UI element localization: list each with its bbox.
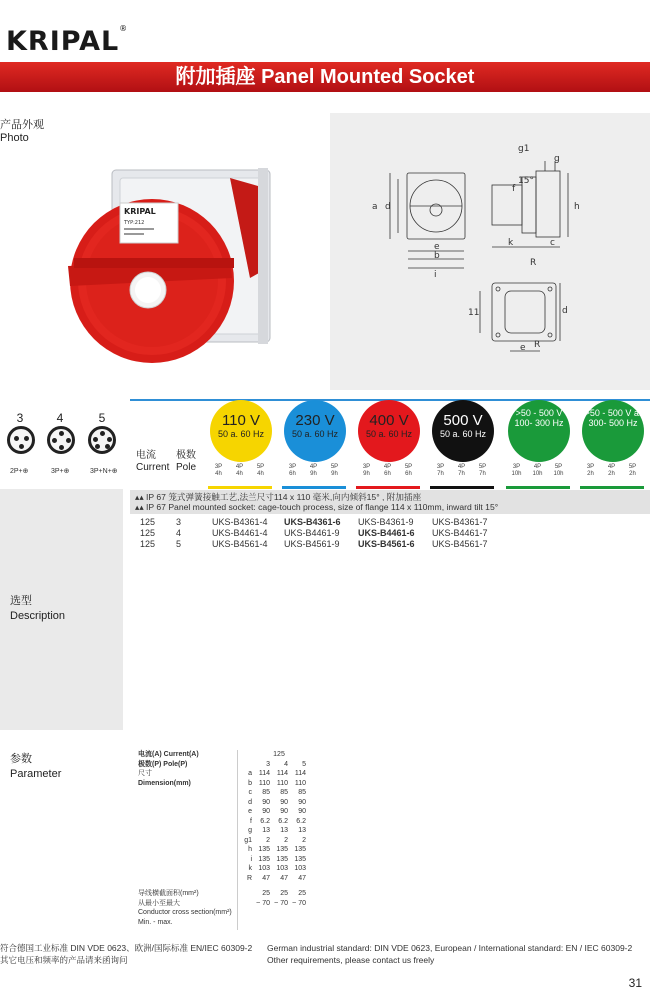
svg-text:a: a bbox=[372, 202, 378, 212]
svg-text:i: i bbox=[434, 270, 437, 280]
footer-en: German industrial standard: DIN VDE 0623, European / International standard: EN / IEC 60309-2 Other requirements, please contact us freely bbox=[267, 943, 633, 965]
footer-cn: 符合德国工业标准 DIN VDE 0623、欧洲/国际标准 EN/IEC 60309-2 其它电压和频率的产品请来函询问 bbox=[0, 943, 253, 965]
svg-text:b: b bbox=[434, 251, 440, 261]
svg-text:11: 11 bbox=[468, 308, 480, 318]
voltage-color-bar bbox=[580, 486, 644, 489]
table-row: 125 3 UKS-B4361-4 UKS-B4361-6 UKS-B4361-9 UKS-B4361-7 bbox=[140, 517, 506, 528]
param-row: d 90 90 90 bbox=[248, 798, 306, 806]
svg-text:TYP:212: TYP:212 bbox=[124, 220, 145, 226]
voltage-color-bar bbox=[506, 486, 570, 489]
param-row: g 13 13 13 bbox=[248, 827, 306, 834]
description-table bbox=[140, 517, 506, 550]
param-row: g1 2 2 2 bbox=[244, 836, 306, 844]
param-row: h 135 135 135 bbox=[248, 846, 306, 853]
param-row: 极数(P) Pole(P) 3 4 5 bbox=[138, 760, 306, 768]
product-code: UKS-B4461-7 bbox=[432, 528, 488, 538]
product-code: UKS-B4561-7 bbox=[432, 539, 488, 549]
voltage-circle: >50 - 500 V a. 300- 500 Hz bbox=[582, 400, 644, 462]
svg-text:f: f bbox=[512, 184, 516, 194]
param-row: e 90 90 90 bbox=[248, 808, 306, 815]
parameter-table bbox=[138, 750, 308, 927]
pin-label-2p: 2P+⊕ bbox=[10, 468, 29, 475]
param-row: f 6.2 6.2 6.2 bbox=[250, 817, 306, 825]
product-code: UKS-B4361-7 bbox=[432, 517, 488, 527]
svg-text:15°: 15° bbox=[518, 176, 534, 186]
svg-text:g1: g1 bbox=[518, 144, 530, 154]
product-code: UKS-B4361-4 bbox=[212, 517, 268, 527]
ip-line-en: ▴▴ IP 67 Panel mounted socket: cage-touch process, size of flange 114 x 110mm, inward tilt 15° bbox=[135, 502, 499, 512]
svg-text:e: e bbox=[434, 242, 440, 252]
svg-text:R: R bbox=[534, 340, 541, 350]
pole-hours: 3P 4P 5P 6h 9h 9h bbox=[288, 464, 339, 477]
pin-count-5: 5 bbox=[98, 411, 106, 425]
pole-hours: 3P 4P 5P 7h 7h 7h bbox=[436, 464, 487, 477]
pole-hours: 3P 4P 5P 4h 4h 4h bbox=[214, 464, 265, 477]
product-code: UKS-B4461-6 bbox=[358, 528, 415, 538]
pin-count-3: 3 bbox=[16, 411, 24, 425]
photo-label: 产品外观 Photo bbox=[0, 119, 44, 144]
product-code: UKS-B4361-9 bbox=[358, 517, 414, 527]
param-row: i 135 135 135 bbox=[250, 855, 306, 863]
param-row: Dimension(mm) b 110 110 110 bbox=[138, 779, 306, 787]
param-row: 尺寸 a 114 114 114 bbox=[138, 770, 306, 777]
voltage-color-bar bbox=[356, 486, 420, 489]
product-photo bbox=[60, 148, 310, 378]
product-code: UKS-B4361-6 bbox=[284, 517, 341, 527]
pole-hours: 3P 4P 5P 2h 2h 2h bbox=[586, 464, 637, 477]
pin-diagram-5-icon bbox=[88, 426, 116, 454]
pin-count-4: 4 bbox=[56, 411, 64, 425]
voltage-color-bar bbox=[282, 486, 346, 489]
page-title-banner bbox=[0, 62, 650, 92]
product-code: UKS-B4561-9 bbox=[284, 539, 340, 549]
pole-hours: 3P 4P 5P 10h 10h 10h bbox=[511, 464, 564, 477]
page-title: 附加插座 Panel Mounted Socket bbox=[175, 66, 475, 88]
svg-text:d: d bbox=[562, 306, 568, 316]
svg-text:R: R bbox=[530, 258, 537, 268]
svg-text:c: c bbox=[550, 238, 555, 248]
svg-text:k: k bbox=[508, 238, 514, 248]
voltage-color-bar bbox=[208, 486, 272, 489]
voltage-circle: >50 - 500 V 100- 300 Hz bbox=[508, 400, 570, 462]
voltage-circle: 400 V 50 a. 60 Hz bbox=[358, 400, 420, 462]
table-row: 125 4 UKS-B4461-4 UKS-B4461-9 UKS-B4461-6 UKS-B4461-7 bbox=[140, 528, 506, 539]
svg-text:d: d bbox=[385, 202, 391, 212]
product-code: UKS-B4561-6 bbox=[358, 539, 415, 549]
svg-text:KRIPAL: KRIPAL bbox=[124, 207, 156, 216]
product-code: UKS-B4461-9 bbox=[284, 528, 340, 538]
table-row: 125 5 UKS-B4561-4 UKS-B4561-9 UKS-B4561-6 UKS-B4561-7 bbox=[140, 539, 506, 550]
param-row: 电流(A) Current(A) 125 bbox=[138, 751, 285, 758]
param-row: 导线横截面积(mm²) 25 25 25 bbox=[138, 890, 306, 897]
description-label: 选型 Description bbox=[10, 595, 66, 622]
page-number: 31 bbox=[628, 976, 642, 990]
svg-text:e: e bbox=[520, 343, 526, 353]
product-code: UKS-B4561-4 bbox=[212, 539, 268, 549]
brand-logo: KRIPAL ® bbox=[6, 24, 129, 57]
parameter-label: 参数 Parameter bbox=[10, 753, 62, 780]
product-code: UKS-B4461-4 bbox=[212, 528, 268, 538]
pin-label-3p: 3P+⊕ bbox=[51, 468, 70, 475]
param-row: c 85 85 85 bbox=[248, 789, 306, 796]
voltage-color-bar bbox=[430, 486, 494, 489]
pin-diagram-3-icon bbox=[7, 426, 35, 454]
pin-label-3pn: 3P+N+⊕ bbox=[90, 468, 118, 475]
param-row: Conductor cross section(mm²) bbox=[138, 909, 232, 916]
current-pole-header: 电流 极数 Current Pole bbox=[136, 450, 197, 473]
voltage-circle: 230 V 50 a. 60 Hz bbox=[284, 400, 346, 462]
param-row: k 103 103 103 bbox=[248, 865, 306, 872]
pole-hours: 3P 4P 5P 9h 6h 6h bbox=[362, 464, 413, 477]
param-row: Min. - max. bbox=[138, 918, 173, 926]
voltage-circle: 110 V 50 a. 60 Hz bbox=[210, 400, 272, 462]
dimension-drawing bbox=[330, 113, 650, 390]
svg-text:h: h bbox=[574, 202, 580, 212]
svg-text:g: g bbox=[554, 154, 560, 164]
ip-line-cn: ▴▴ IP 67 笼式弹簧接触工艺,法兰尺寸114 x 110 毫米,向内倾斜15° , 附加插座 bbox=[135, 492, 422, 502]
pin-diagram-4-icon bbox=[47, 426, 75, 454]
param-row: 从最小至最大 ~ 70 ~ 70 ~ 70 bbox=[138, 899, 306, 907]
param-row: R 47 47 47 bbox=[246, 874, 306, 882]
voltage-circle: 500 V 50 a. 60 Hz bbox=[432, 400, 494, 462]
